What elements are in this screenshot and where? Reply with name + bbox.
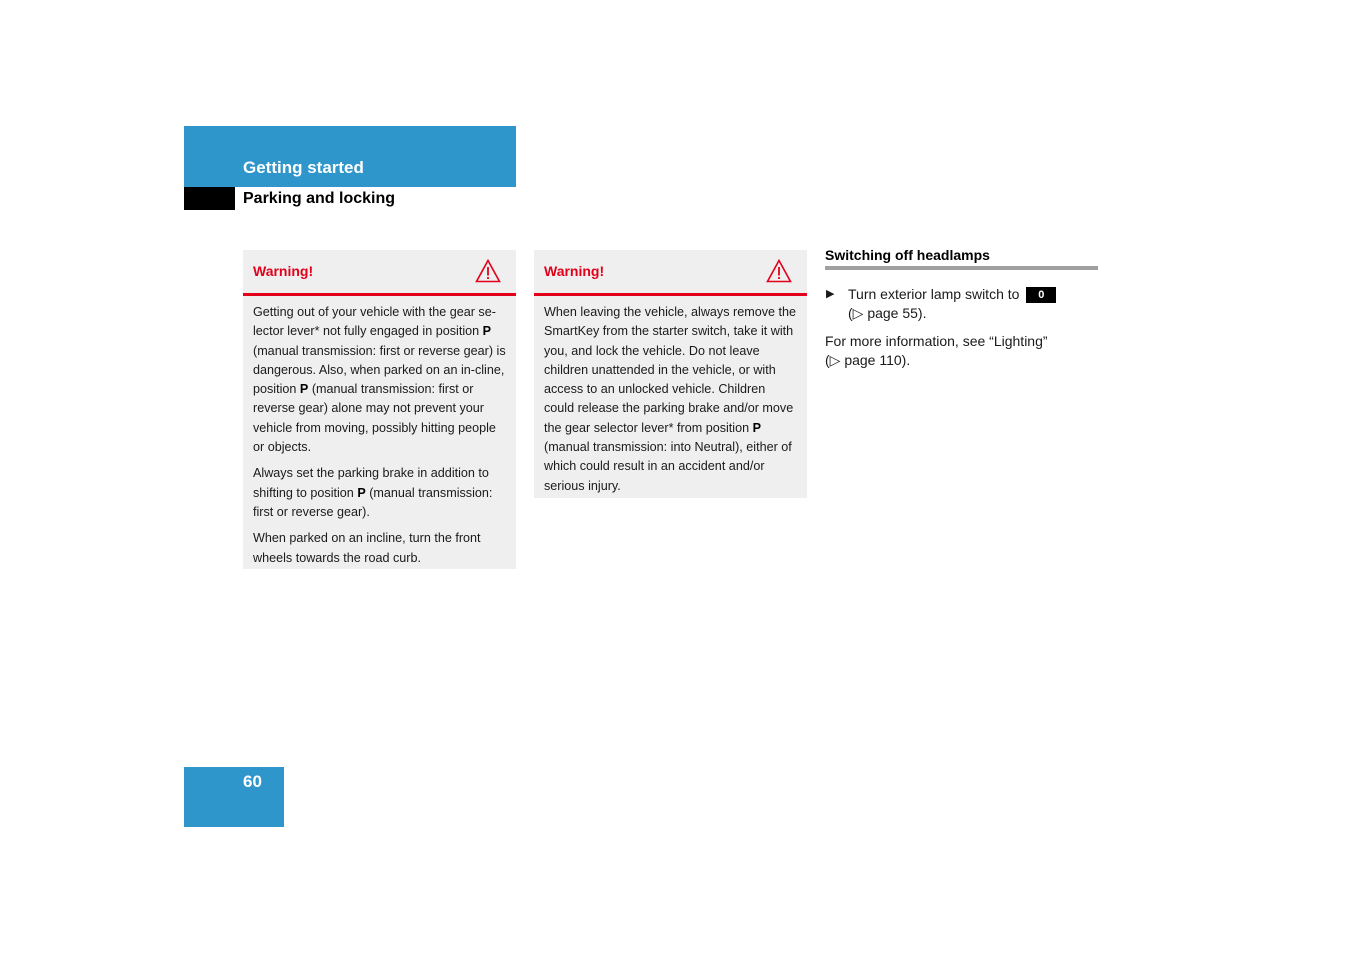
headlamps-section	[825, 246, 1098, 370]
warning-paragraph: When leaving the vehicle, always remove the SmartKey from the starter switch, take it with you, and lock the vehicle. Do not leave children unattended in the vehicle, or with access to an unlocked vehicle. Children could release the parking brake and/or move the gear selector lever* from position P (manual transmission: into Neutral), either of which could result in an accident and/or serious injury.	[544, 305, 797, 493]
warning-paragraph: Always set the parking brake in addition to shifting to position P (manual transmission: first or reverse gear).	[253, 466, 493, 519]
warning-header	[534, 250, 807, 296]
warning-triangle-icon	[766, 259, 792, 283]
subsection-heading: Switching off headlamps	[825, 246, 1098, 270]
warning-title: Warning!	[253, 263, 314, 279]
page-reference: (▷ page 55).	[848, 305, 927, 321]
switch-position-badge: 0	[1026, 287, 1056, 303]
warning-body	[243, 296, 516, 568]
step-arrow-icon: ▶	[826, 288, 835, 300]
warning-paragraph: Getting out of your vehicle with the gear se-lector lever* not fully engaged in position P (manual transmission: first or reverse gear) is dangerous. Also, when parked on an in-cline, position P (manual transmission: first or reverse gear) alone may not prevent your vehicle from moving, possibly hitting people or objects.	[253, 305, 506, 455]
warning-title: Warning!	[544, 263, 605, 279]
section-title: Parking and locking	[243, 190, 396, 207]
warning-paragraph: When parked on an incline, turn the front wheels towards the road curb.	[253, 531, 481, 565]
section-marker	[184, 187, 235, 210]
warning-box-smartkey	[534, 250, 807, 498]
step-text: Turn exterior lamp switch to	[848, 286, 1020, 302]
page-number: 60	[243, 772, 262, 791]
info-line: For more information, see “Lighting”	[825, 333, 1048, 349]
chapter-title: Getting started	[243, 158, 364, 177]
instruction-step	[825, 285, 1098, 323]
warning-body	[534, 296, 807, 496]
info-text	[825, 332, 1098, 370]
warning-box-parking	[243, 250, 516, 569]
page-number-box	[184, 767, 284, 827]
warning-header	[243, 250, 516, 296]
page-reference: (▷ page 110).	[825, 352, 911, 368]
warning-triangle-icon	[475, 259, 501, 283]
